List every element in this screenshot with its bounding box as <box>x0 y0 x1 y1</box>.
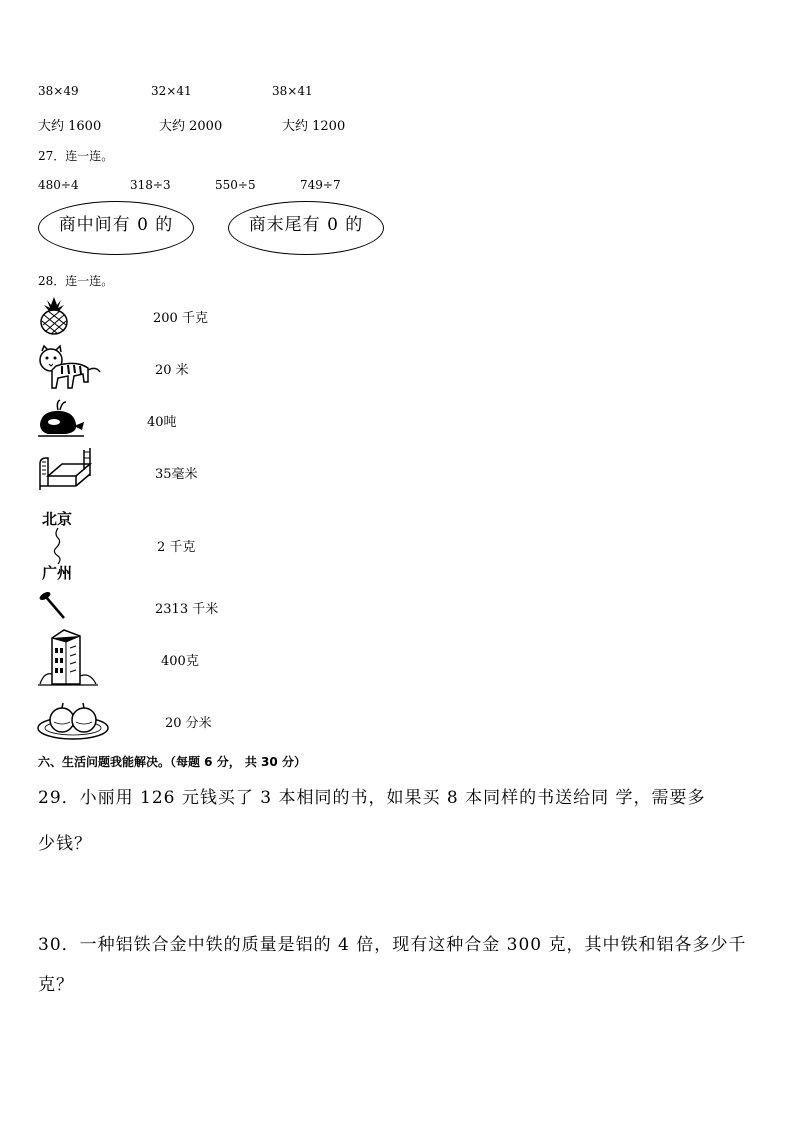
expr-1: 38×49 <box>38 84 79 98</box>
q28-value-4: 35毫米 <box>155 467 198 482</box>
q30-line1: 30．一种铝铁合金中铁的质量是铝的 4 倍，现有这种合金 300 克，其中铁和铝各多少千 <box>38 935 747 955</box>
expr-3: 38×41 <box>272 84 313 98</box>
tiger-icon <box>36 344 102 392</box>
q28-value-8: 20 分米 <box>165 716 212 731</box>
q28-title: 28．连一连。 <box>38 274 114 288</box>
q27-expr-2: 318÷3 <box>130 178 171 192</box>
map-label-guangzhou: 广州 <box>42 564 73 582</box>
q29-line2: 少钱？ <box>38 834 92 854</box>
answer-2: 大约 2000 <box>159 119 223 134</box>
building-icon <box>36 628 100 688</box>
q27-title: 27．连一连。 <box>38 149 114 163</box>
q28-value-7: 400克 <box>161 654 199 669</box>
q29-line1: 29．小丽用 126 元钱买了 3 本相同的书，如果买 8 本同样的书送给同 学，需要多 <box>38 788 706 808</box>
expr-2: 32×41 <box>151 84 192 98</box>
map-route-icon <box>36 506 86 582</box>
section6-title: 六、生活问题我能解决。（每题 6 分， 共 30 分） <box>38 755 306 769</box>
nail-icon <box>36 588 70 622</box>
oval-middle-zero <box>38 201 194 255</box>
q28-value-5: 2 千克 <box>157 540 196 555</box>
q28-value-2: 20 米 <box>155 363 189 378</box>
q27-expr-1: 480÷4 <box>38 178 79 192</box>
q27-expr-4: 749÷7 <box>300 178 341 192</box>
q28-value-3: 40吨 <box>147 415 177 430</box>
oval-end-zero-label: 商末尾有 0 的 <box>248 214 364 235</box>
oval-middle-zero-label: 商中间有 0 的 <box>58 214 174 235</box>
whale-icon <box>36 398 86 440</box>
q28-value-1: 200 千克 <box>153 311 208 326</box>
apples-plate-icon <box>36 700 110 742</box>
bed-icon <box>36 446 94 492</box>
oval-end-zero <box>228 201 384 255</box>
q28-value-6: 2313 千米 <box>155 602 219 617</box>
q27-expr-3: 550÷5 <box>215 178 256 192</box>
answer-3: 大约 1200 <box>282 119 346 134</box>
pineapple-icon <box>36 295 72 335</box>
map-label-beijing: 北京 <box>42 510 73 528</box>
q30-line2: 克？ <box>38 975 74 995</box>
answer-1: 大约 1600 <box>38 119 102 134</box>
